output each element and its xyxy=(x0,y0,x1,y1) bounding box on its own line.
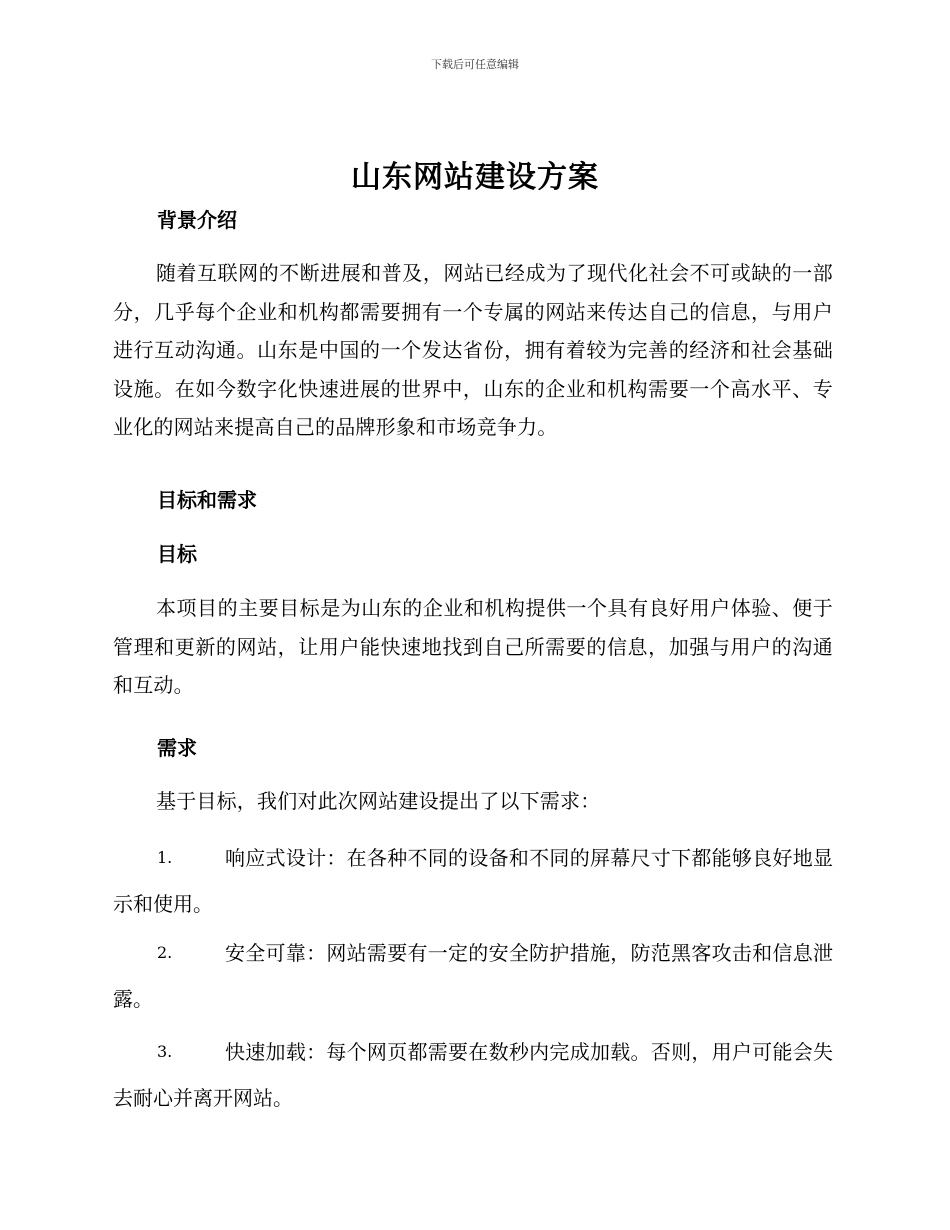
list-item xyxy=(113,930,833,1022)
list-item-number: 1. xyxy=(157,848,173,867)
list-item xyxy=(113,1029,833,1121)
document-title: 山东网站建设方案 xyxy=(351,160,599,195)
subsection-heading-goal: 目标 xyxy=(157,542,197,566)
list-item-text: 响应式设计：在各种不同的设备和不同的屏幕尺寸下都能够良好地显示和使用。 xyxy=(113,846,833,916)
list-item-text: 安全可靠：网站需要有一定的安全防护措施，防范黑客攻击和信息泄露。 xyxy=(113,941,833,1011)
needs-intro: 基于目标，我们对此次网站建设提出了以下需求： xyxy=(156,789,601,813)
section-heading-background: 背景介绍 xyxy=(157,208,237,232)
section-heading-goals-needs: 目标和需求 xyxy=(157,488,257,512)
list-item-text: 快速加载：每个网页都需要在数秒内完成加载。否则，用户可能会失去耐心并离开网站。 xyxy=(113,1040,833,1110)
list-item-number: 2. xyxy=(157,943,173,962)
list-item xyxy=(113,835,833,927)
page-header: 下载后可任意编辑 xyxy=(431,58,519,71)
list-item-number: 3. xyxy=(157,1042,173,1061)
background-paragraph: 随着互联网的不断进展和普及，网站已经成为了现代化社会不可或缺的一部分，几乎每个企业和机构都需要拥有一个专属的网站来传达自己的信息，与用户进行互动沟通。山东是中国的一个发达省份，拥有着较为完善的经济和社会基础设施。在如今数字化快速进展的世界中，山东的企业和机构需要一个高水平、专业化的网站来提高自己的品牌形象和市场竞争力。 xyxy=(113,261,833,440)
subsection-heading-needs: 需求 xyxy=(157,736,197,760)
goal-paragraph: 本项目的主要目标是为山东的企业和机构提供一个具有良好用户体验、便于管理和更新的网站，让用户能快速地找到自己所需要的信息，加强与用户的沟通和互动。 xyxy=(113,596,833,698)
